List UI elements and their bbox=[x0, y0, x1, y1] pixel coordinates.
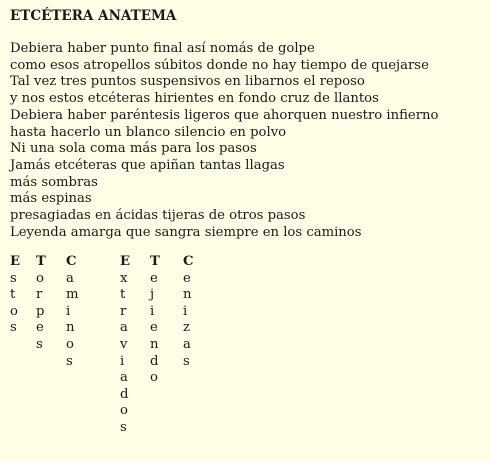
poem-line: Ni una sola coma más para los pasos bbox=[10, 141, 257, 157]
poem-line: hasta hacerlo un blanco silencio en polvo bbox=[10, 124, 287, 140]
poem-line: más espinas bbox=[10, 191, 92, 207]
poem-line: más sombras bbox=[10, 174, 98, 190]
acrostic-initial: T bbox=[150, 254, 160, 269]
acrostic-initial: C bbox=[66, 254, 77, 269]
acrostic-word-rest: e j i e n d o bbox=[150, 270, 159, 386]
acrostic-word-rest: e n i z a s bbox=[183, 270, 192, 369]
poem-body bbox=[10, 41, 488, 241]
acrostic-initial: C bbox=[183, 254, 194, 269]
acrostic-word-rest: x t r a v i a d o s bbox=[120, 270, 129, 435]
acrostic-column bbox=[66, 254, 80, 370]
acrostic-word-rest: a m i n o s bbox=[66, 270, 79, 369]
poem-line: Debiera haber paréntesis ligeros que ahorquen nuestro infierno bbox=[10, 107, 439, 123]
acrostic-column bbox=[183, 254, 197, 370]
poem-title: ETCÉTERA ANATEMA bbox=[10, 8, 177, 24]
poem-line: Tal vez tres puntos suspensivos en libarnos el reposo bbox=[10, 74, 365, 90]
acrostic-initial: T bbox=[36, 254, 46, 269]
poem-line: Jamás etcéteras que apiñan tantas llagas bbox=[10, 157, 285, 173]
poem-line: Leyenda amarga que sangra siempre en los caminos bbox=[10, 224, 362, 240]
poem-line: y nos estos etcéteras hirientes en fondo cruz de llantos bbox=[10, 91, 379, 107]
acrostic-initial: E bbox=[10, 254, 21, 269]
acrostic-column bbox=[10, 254, 24, 337]
poem-line: como esos atropellos súbitos donde no hay tiempo de quejarse bbox=[10, 57, 429, 73]
acrostic-initial: E bbox=[120, 254, 131, 269]
poem-page bbox=[10, 7, 488, 241]
poem-line: Debiera haber punto final así nomás de golpe bbox=[10, 41, 315, 56]
acrostic-column bbox=[120, 254, 134, 437]
acrostic-column bbox=[150, 254, 164, 387]
acrostic-column bbox=[36, 254, 50, 354]
acrostic-word-rest: s t o s bbox=[10, 270, 18, 336]
acrostic-word-rest: o r p e s bbox=[36, 270, 45, 352]
poem-line: presagiadas en ácidas tijeras de otros pasos bbox=[10, 208, 306, 224]
